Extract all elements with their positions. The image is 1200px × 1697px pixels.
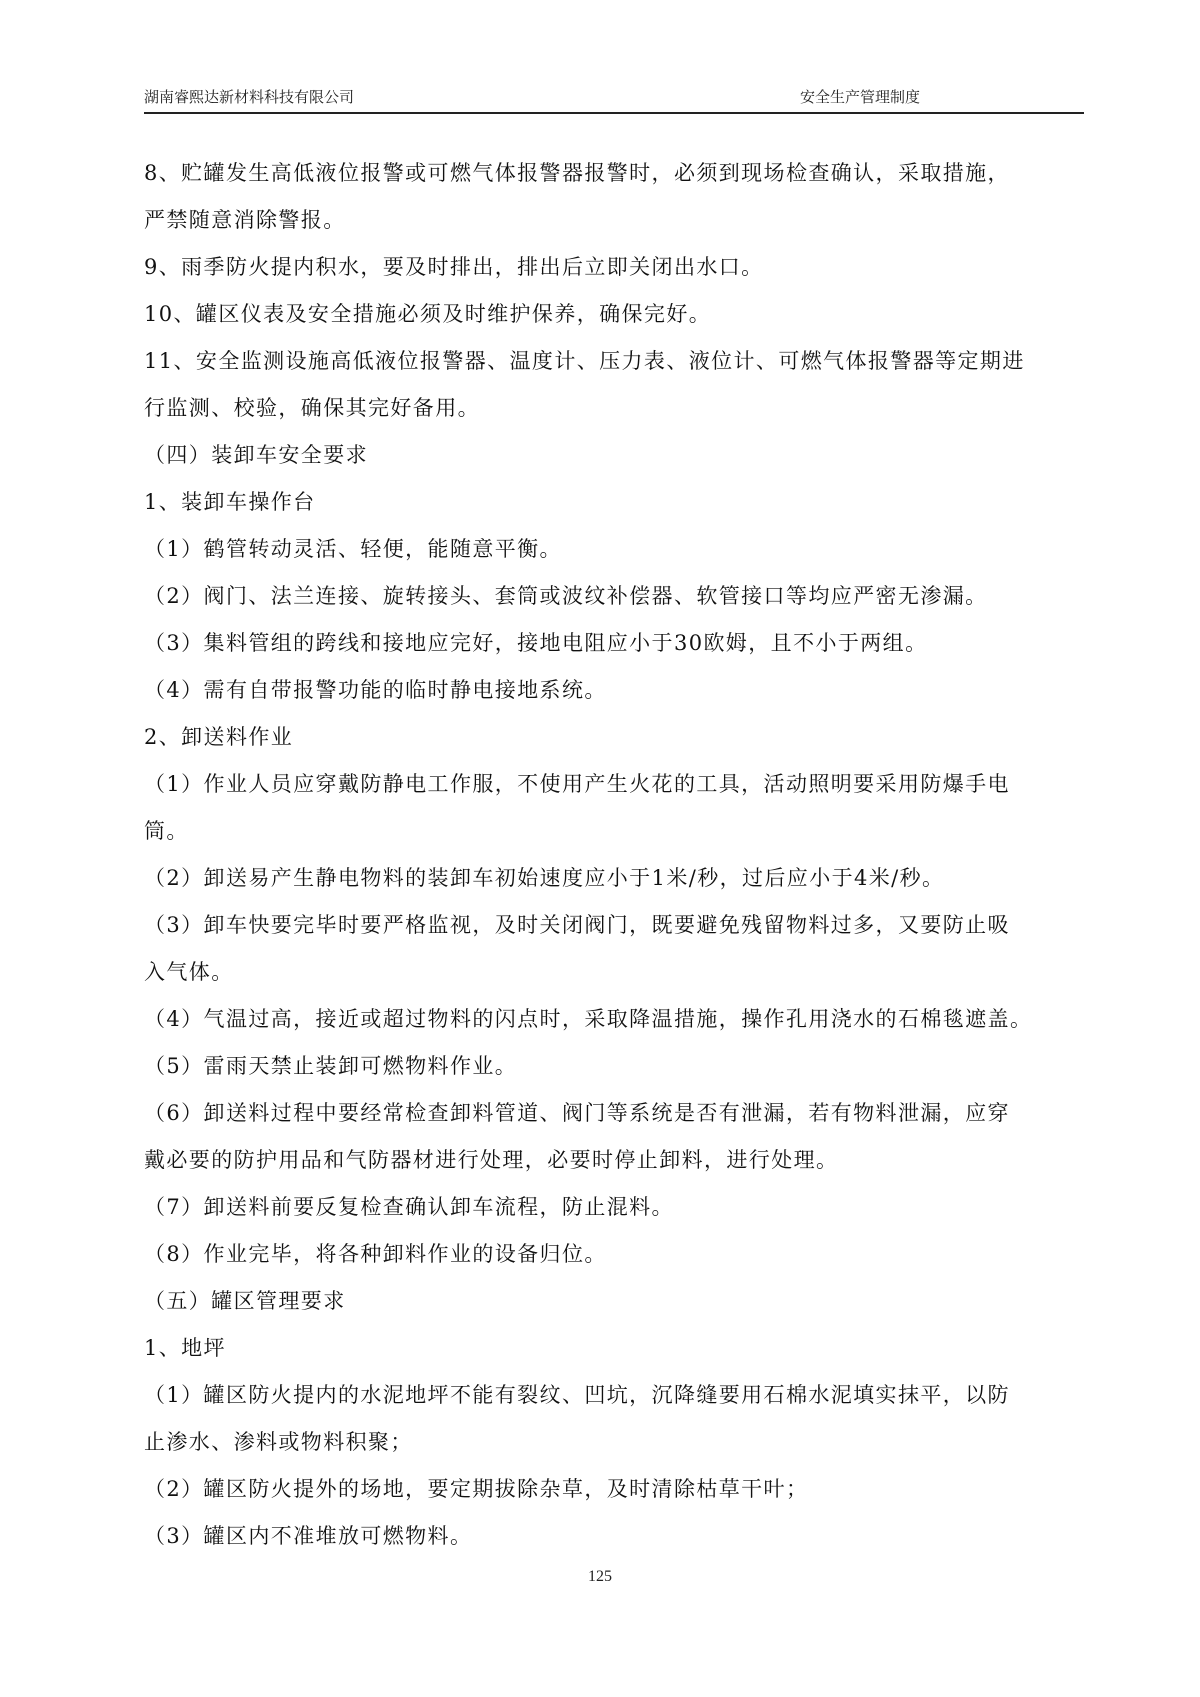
section-heading: （四）装卸车安全要求 <box>144 443 368 467</box>
text-line: 严禁随意消除警报。 <box>144 208 346 232</box>
text-line: （4）需有自带报警功能的临时静电接地系统。 <box>144 678 607 702</box>
text-line: （5）雷雨天禁止装卸可燃物料作业。 <box>144 1054 518 1078</box>
text-line: 筒。 <box>144 819 189 843</box>
text-line: （3）集料管组的跨线和接地应完好，接地电阻应小于30欧姆，且不小于两组。 <box>144 631 928 655</box>
text-line: （8）作业完毕，将各种卸料作业的设备归位。 <box>144 1242 607 1266</box>
section-heading: （五）罐区管理要求 <box>144 1289 346 1313</box>
subsection-heading: 1、地坪 <box>144 1336 226 1360</box>
text-line: （1）作业人员应穿戴防静电工作服，不使用产生火花的工具，活动照明要采用防爆手电 <box>144 772 1010 796</box>
text-line: （4）气温过高，接近或超过物料的闪点时，采取降温措施，操作孔用浇水的石棉毯遮盖。 <box>144 1007 1033 1031</box>
text-line: 入气体。 <box>144 960 234 984</box>
text-line: （2）阀门、法兰连接、旋转接头、套筒或波纹补偿器、软管接口等均应严密无渗漏。 <box>144 584 988 608</box>
subsection-heading: 2、卸送料作业 <box>144 725 294 749</box>
text-line: （3）卸车快要完毕时要严格监视，及时关闭阀门，既要避免残留物料过多，又要防止吸 <box>144 913 1010 937</box>
text-line: 10、罐区仪表及安全措施必须及时维护保养，确保完好。 <box>144 302 712 326</box>
text-line: （3）罐区内不准堆放可燃物料。 <box>144 1524 473 1548</box>
page-header <box>144 84 1084 114</box>
subsection-heading: 1、装卸车操作台 <box>144 490 316 514</box>
text-line: 8、贮罐发生高低液位报警或可燃气体报警器报警时，必须到现场检查确认，采取措施， <box>144 161 1010 185</box>
text-line: 9、雨季防火提内积水，要及时排出，排出后立即关闭出水口。 <box>144 255 764 279</box>
text-line: （2）罐区防火提外的场地，要定期拔除杂草，及时清除枯草干叶； <box>144 1477 809 1501</box>
page-number: 125 <box>588 1568 612 1585</box>
company-name: 湖南睿熙达新材料科技有限公司 <box>144 88 355 106</box>
text-line: （6）卸送料过程中要经常检查卸料管道、阀门等系统是否有泄漏，若有物料泄漏，应穿 <box>144 1101 1010 1125</box>
document-body <box>144 150 1084 1560</box>
text-line: 戴必要的防护用品和气防器材进行处理，必要时停止卸料，进行处理。 <box>144 1148 839 1172</box>
document-title: 安全生产管理制度 <box>800 88 921 106</box>
text-line: 止渗水、渗料或物料积聚； <box>144 1430 413 1454</box>
text-line: （1）鹤管转动灵活、轻便，能随意平衡。 <box>144 537 562 561</box>
text-line: （7）卸送料前要反复检查确认卸车流程，防止混料。 <box>144 1195 674 1219</box>
text-line: 行监测、校验，确保其完好备用。 <box>144 396 480 420</box>
text-line: （2）卸送易产生静电物料的装卸车初始速度应小于1米/秒，过后应小于4米/秒。 <box>144 866 945 890</box>
text-line: 11、安全监测设施高低液位报警器、温度计、压力表、液位计、可燃气体报警器等定期进 <box>144 349 1025 373</box>
text-line: （1）罐区防火提内的水泥地坪不能有裂纹、凹坑，沉降缝要用石棉水泥填实抹平，以防 <box>144 1383 1010 1407</box>
